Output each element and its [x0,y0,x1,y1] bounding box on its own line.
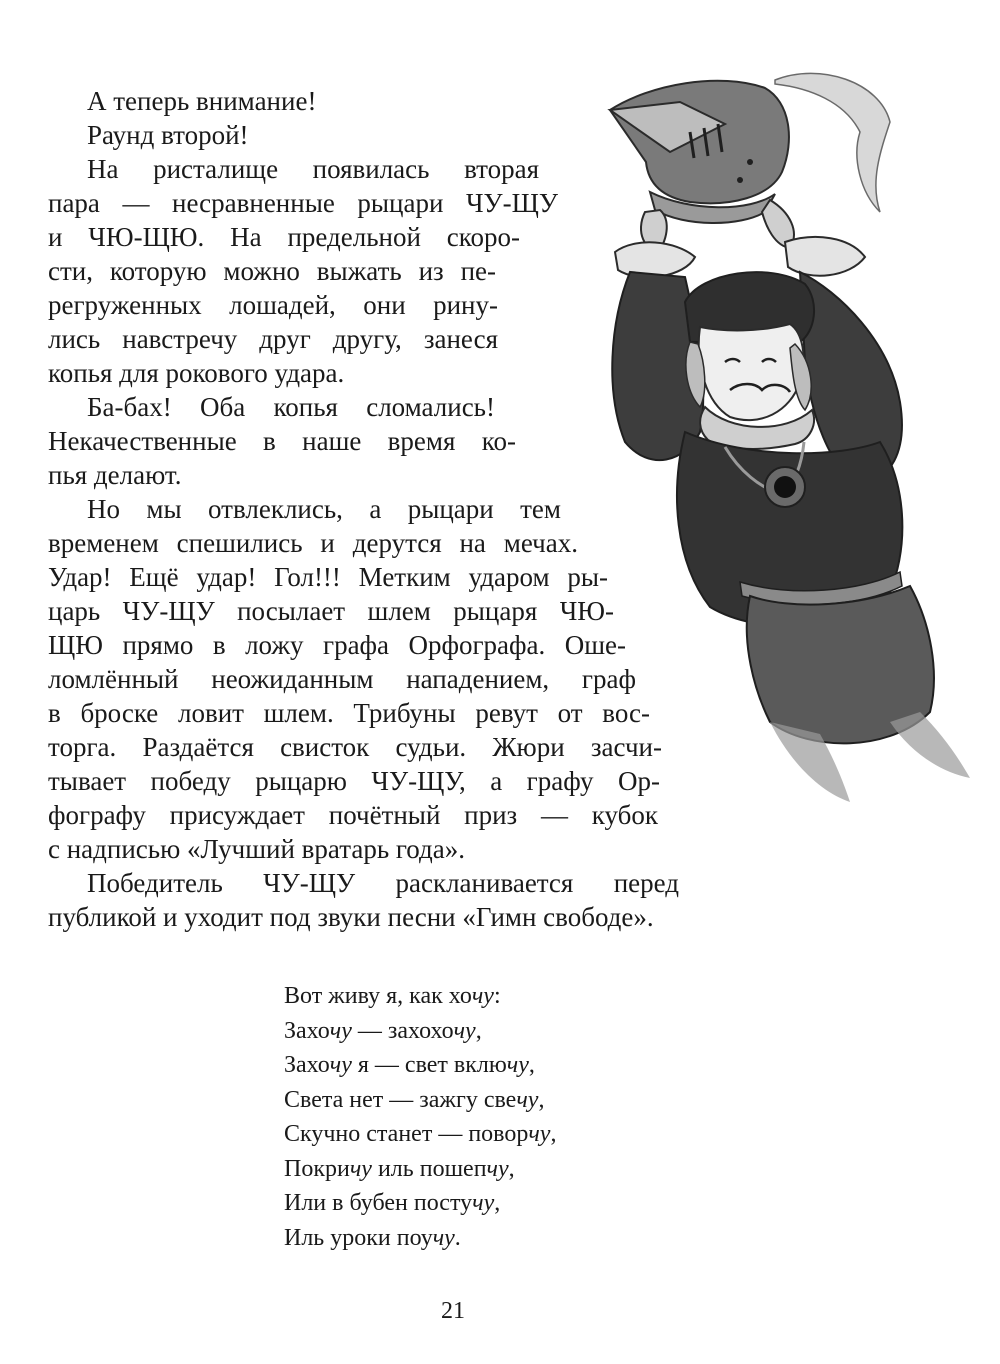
prose-line: с надписью «Лучший вратарь года». [48,834,465,864]
prose-line: Ба-бах! Оба копья сломались! [87,392,495,422]
prose-line: На ристалище появилась вторая [87,154,539,184]
prose-line: ломлённый неожиданным нападением, граф [48,664,636,694]
prose-line: регруженных лошадей, они рину- [48,290,498,320]
prose-line: ЩЮ прямо в ложу графа Орфографа. Оше- [48,630,626,660]
prose-line: временем спешились и дерутся на мечах. [48,528,578,558]
prose-line: публикой и уходит под звуки песни «Гимн свободе». [48,902,654,932]
prose-line: фографу присуждает почётный приз — кубок [48,800,658,830]
verse-line: Вот живу я, как хочу: [284,983,501,1009]
prose-line: Раунд второй! [87,120,249,150]
prose-line: и ЧЮ-ЩЮ. На предельной скоро- [48,222,520,252]
verse-line: Скучно станет — поворчу, [284,1121,557,1147]
prose-line: тывает победу рыцарю ЧУ-ЩУ, а графу Ор- [48,766,660,796]
prose-line: лись навстречу друг другу, занеся [48,324,498,354]
prose-line: А теперь внимание! [87,86,317,116]
knight-holding-helmet-icon [590,62,990,822]
prose-line: в броске ловит шлем. Трибуны ревут от вос- [48,698,650,728]
prose-line: сти, которую можно выжать из пе- [48,256,496,286]
prose-line: Некачественные в наше время ко- [48,426,516,456]
prose-line: Победитель ЧУ-ЩУ раскланивается перед [87,868,679,898]
verse-line: Захочу — захохочу, [284,1017,482,1044]
prose-line: пара — несравненные рыцари ЧУ-ЩУ [48,188,558,218]
verse-line: Света нет — зажгу свечу, [284,1086,545,1113]
verse-line: Иль уроки поучу. [284,1224,461,1251]
verse-line: Захочу я — свет включу, [284,1052,535,1078]
verse-line: Покричу иль пошепчу, [284,1155,515,1182]
prose-line: Удар! Ещё удар! Гол!!! Метким ударом ры- [48,562,608,592]
prose-line: торга. Раздаётся свисток судьи. Жюри засчи- [48,732,662,762]
verse-block [284,979,556,1255]
prose-line: копья для рокового удара. [48,358,345,388]
verse-line: Или в бубен постучу, [284,1190,501,1216]
prose-line: пья делают. [48,460,182,490]
prose-line: Но мы отвлеклись, а рыцари тем [87,494,561,524]
prose-line: царь ЧУ-ЩУ посылает шлем рыцаря ЧЮ- [48,596,614,626]
page-number: 21 [441,1298,465,1324]
